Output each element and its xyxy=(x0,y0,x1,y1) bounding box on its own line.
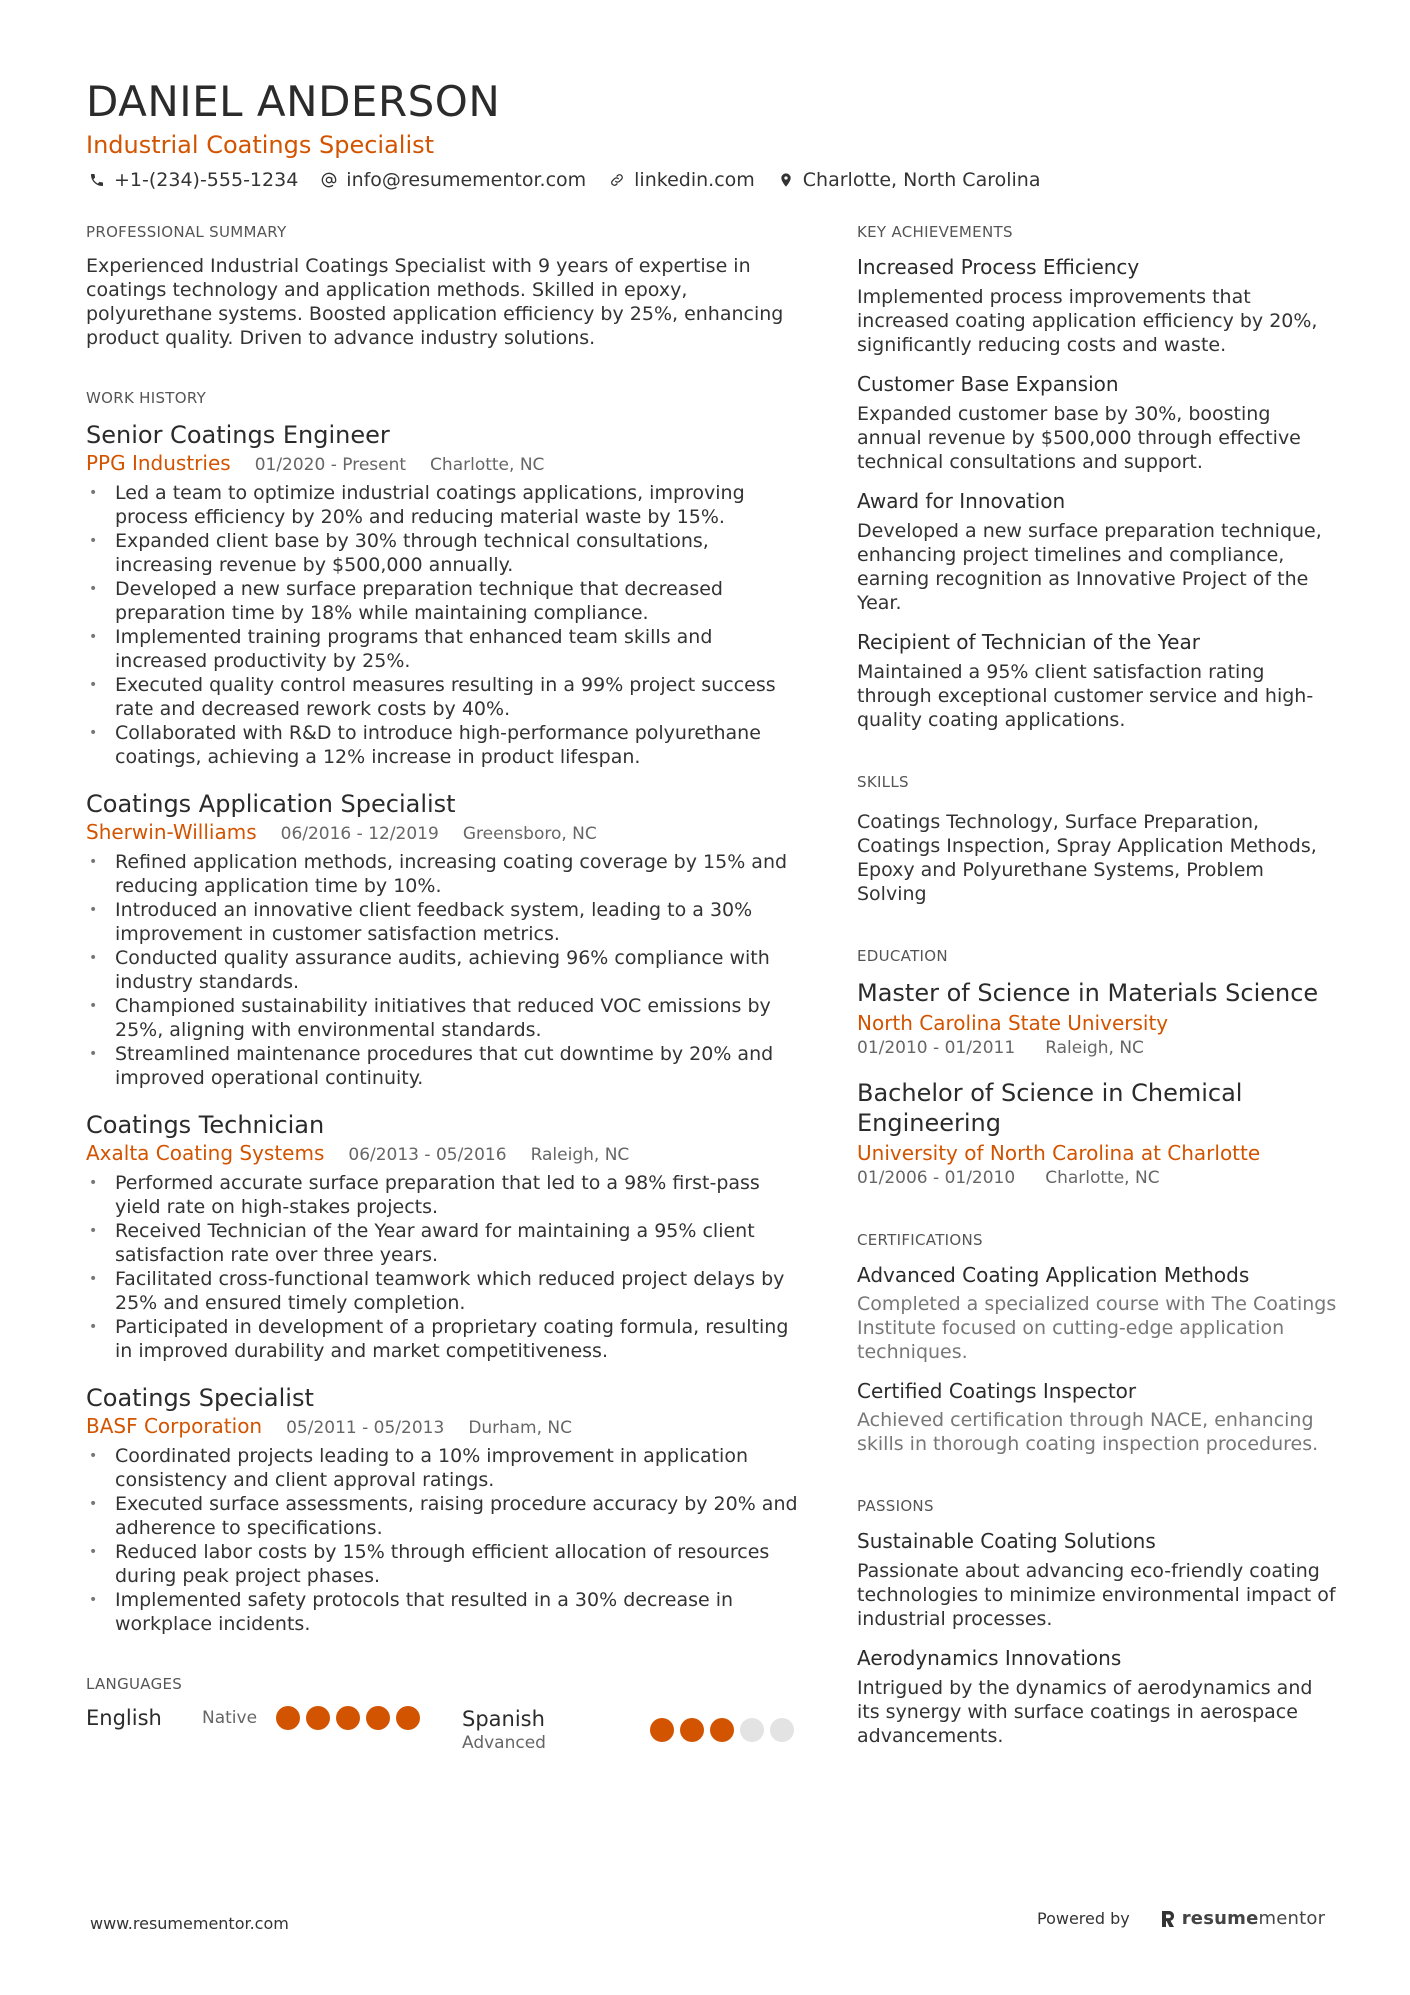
job-company: BASF Corporation xyxy=(86,1414,263,1438)
job-location: Greensboro, NC xyxy=(462,824,597,844)
job-location: Charlotte, NC xyxy=(430,455,545,475)
job-bullet: • Facilitated cross-functional teamwork which reduced project delays by 25% and ensured timely completion. xyxy=(86,1267,802,1315)
certifications-heading: CERTIFICATIONS xyxy=(857,1231,983,1249)
job-entry xyxy=(86,1110,802,1363)
job-dates: 06/2013 - 05/2016 xyxy=(348,1145,507,1165)
passions-section xyxy=(857,1496,1337,1748)
rating-dot-empty xyxy=(740,1718,764,1742)
education-meta xyxy=(857,1036,1337,1060)
phone-text: +1-(234)-555-1234 xyxy=(114,169,299,191)
job-bullets xyxy=(86,1171,802,1363)
summary-section xyxy=(86,222,802,350)
passion-title: Aerodynamics Innovations xyxy=(857,1646,1122,1670)
achievements-heading: KEY ACHIEVEMENTS xyxy=(857,223,1013,241)
job-dates: 05/2011 - 05/2013 xyxy=(286,1418,445,1438)
job-bullet: • Developed a new surface preparation technique that decreased preparation time by 18% while maintaining compliance. xyxy=(86,577,802,625)
summary-text: Experienced Industrial Coatings Specialist with 9 years of expertise in coatings technology and application methods. Skilled in epoxy, polyurethane systems. Boosted application efficiency by 25%, enhancing product quality. Driven to advance industry solutions. xyxy=(86,255,784,349)
language-level: Advanced xyxy=(462,1733,546,1753)
passion-desc: Passionate about advancing eco-friendly coating technologies to minimize environmental impact of industrial processes. xyxy=(857,1560,1336,1630)
education-dates: 01/2010 - 01/2011 xyxy=(857,1038,1016,1058)
job-company: Axalta Coating Systems xyxy=(86,1141,325,1165)
certification-desc: Achieved certification through NACE, enhancing skills in thorough coating inspection procedures. xyxy=(857,1409,1319,1455)
work-history-heading: WORK HISTORY xyxy=(86,389,207,407)
education-degree: Bachelor of Science in Chemical Engineering xyxy=(857,1079,1243,1137)
education-location: Charlotte, NC xyxy=(1045,1168,1160,1188)
language-name: Spanish xyxy=(462,1707,545,1731)
contact-phone xyxy=(86,168,298,192)
education-meta xyxy=(857,1166,1337,1190)
job-bullet: • Championed sustainability initiatives that reduced VOC emissions by 25%, aligning with environmental standards. xyxy=(86,994,802,1042)
rating-dot-empty xyxy=(770,1718,794,1742)
language-rating xyxy=(650,1718,800,1742)
job-bullet: • Coordinated projects leading to a 10% improvement in application consistency and client approval ratings. xyxy=(86,1444,802,1492)
job-company: Sherwin-Williams xyxy=(86,820,257,844)
job-meta xyxy=(86,1141,802,1167)
education-school: North Carolina State University xyxy=(857,1011,1169,1035)
language-rating xyxy=(276,1706,426,1730)
achievement-title: Customer Base Expansion xyxy=(857,372,1119,396)
rating-dot-filled xyxy=(276,1706,300,1730)
achievement-item xyxy=(857,371,1337,474)
candidate-name: DANIEL ANDERSON xyxy=(86,77,501,126)
job-bullet: • Executed quality control measures resulting in a 99% project success rate and decreased rework costs by 40%. xyxy=(86,673,802,721)
language-english xyxy=(86,1706,462,1730)
link-icon xyxy=(606,169,628,191)
job-meta xyxy=(86,1414,802,1440)
job-bullet: • Implemented safety protocols that resulted in a 30% decrease in workplace incidents. xyxy=(86,1588,802,1636)
email-text[interactable]: info@resumementor.com xyxy=(346,169,587,191)
powered-by-label: Powered by xyxy=(1037,1909,1130,1928)
achievement-title: Recipient of Technician of the Year xyxy=(857,630,1200,654)
rating-dot-filled xyxy=(366,1706,390,1730)
job-entry xyxy=(86,1383,802,1636)
certification-item xyxy=(857,1262,1337,1364)
achievements-section xyxy=(857,222,1337,732)
job-location: Durham, NC xyxy=(468,1418,573,1438)
achievement-desc: Developed a new surface preparation technique, enhancing project timelines and compliance, earning recognition as Innovative Project of the Year. xyxy=(857,520,1322,614)
achievement-title: Increased Process Efficiency xyxy=(857,255,1140,279)
skills-heading: SKILLS xyxy=(857,773,909,791)
right-column xyxy=(857,222,1337,1748)
job-company: PPG Industries xyxy=(86,451,231,475)
education-section xyxy=(857,946,1337,1190)
skills-text: Coatings Technology, Surface Preparation, Coatings Inspection, Spray Application Methods, Epoxy and Polyurethane Systems, Problem Solving xyxy=(857,811,1317,905)
achievement-item xyxy=(857,488,1337,615)
education-item xyxy=(857,1078,1337,1190)
resumementor-logo[interactable] xyxy=(1160,1908,1325,1929)
location-pin-icon xyxy=(775,169,797,191)
achievement-desc: Expanded customer base by 30%, boosting annual revenue by $500,000 through effective technical consultations and support. xyxy=(857,403,1301,473)
languages-row xyxy=(86,1706,802,1754)
job-bullet: • Streamlined maintenance procedures that cut downtime by 20% and improved operational continuity. xyxy=(86,1042,802,1090)
languages-heading: LANGUAGES xyxy=(86,1675,183,1693)
brand-text-bold: resume xyxy=(1181,1908,1259,1929)
location-text: Charlotte, North Carolina xyxy=(802,169,1041,191)
rating-dot-filled xyxy=(336,1706,360,1730)
job-meta xyxy=(86,820,802,846)
certifications-section xyxy=(857,1230,1337,1456)
job-entry xyxy=(86,420,802,769)
job-bullet: • Received Technician of the Year award for maintaining a 95% client satisfaction rate over three years. xyxy=(86,1219,802,1267)
job-bullet: • Led a team to optimize industrial coatings applications, improving process efficiency by 20% and reducing material waste by 15%. xyxy=(86,481,802,529)
certification-title: Certified Coatings Inspector xyxy=(857,1379,1137,1403)
job-dates: 01/2020 - Present xyxy=(254,455,407,475)
footer-website[interactable]: www.resumementor.com xyxy=(90,1914,289,1933)
job-location: Raleigh, NC xyxy=(530,1145,630,1165)
work-history-section xyxy=(86,388,802,1636)
rating-dot-filled xyxy=(650,1718,674,1742)
passion-item xyxy=(857,1645,1337,1748)
achievement-title: Award for Innovation xyxy=(857,489,1066,513)
phone-icon xyxy=(86,169,108,191)
rating-dot-filled xyxy=(396,1706,420,1730)
job-bullet: • Conducted quality assurance audits, achieving 96% compliance with industry standards. xyxy=(86,946,802,994)
candidate-title: Industrial Coatings Specialist xyxy=(86,131,435,159)
footer-powered-by xyxy=(1037,1908,1325,1929)
contact-bar xyxy=(86,168,1326,192)
passion-title: Sustainable Coating Solutions xyxy=(857,1529,1156,1553)
passion-item xyxy=(857,1528,1337,1631)
job-title: Coatings Specialist xyxy=(86,1384,314,1412)
job-bullet: • Implemented training programs that enhanced team skills and increased productivity by 25%. xyxy=(86,625,802,673)
linkedin-text[interactable]: linkedin.com xyxy=(634,169,755,191)
education-heading: EDUCATION xyxy=(857,947,948,965)
achievement-item xyxy=(857,254,1337,357)
language-spanish xyxy=(462,1706,800,1754)
at-icon xyxy=(318,169,340,191)
languages-section xyxy=(86,1674,802,1754)
job-bullets xyxy=(86,850,802,1090)
passions-heading: PASSIONS xyxy=(857,1497,934,1515)
skills-section xyxy=(857,772,1337,906)
resumementor-logo-icon xyxy=(1160,1910,1176,1928)
rating-dot-filled xyxy=(680,1718,704,1742)
achievement-desc: Implemented process improvements that increased coating application efficiency by 20%, significantly reducing costs and waste. xyxy=(857,286,1318,356)
job-bullet: • Participated in development of a proprietary coating formula, resulting in improved durability and market competitiveness. xyxy=(86,1315,802,1363)
rating-dot-filled xyxy=(306,1706,330,1730)
job-bullet: • Reduced labor costs by 15% through efficient allocation of resources during peak project phases. xyxy=(86,1540,802,1588)
brand-text-regular: mentor xyxy=(1258,1908,1326,1929)
education-location: Raleigh, NC xyxy=(1045,1038,1144,1058)
job-title: Coatings Application Specialist xyxy=(86,790,456,818)
job-bullets xyxy=(86,1444,802,1636)
job-title: Senior Coatings Engineer xyxy=(86,421,390,449)
certification-title: Advanced Coating Application Methods xyxy=(857,1263,1250,1287)
achievement-desc: Maintained a 95% client satisfaction rating through exceptional customer service and high-quality coating applications. xyxy=(857,661,1314,731)
contact-location xyxy=(775,168,1041,192)
education-degree: Master of Science in Materials Science xyxy=(857,979,1319,1007)
contact-linkedin[interactable] xyxy=(606,168,755,192)
job-title: Coatings Technician xyxy=(86,1111,325,1139)
job-entry xyxy=(86,789,802,1090)
achievement-item xyxy=(857,629,1337,732)
education-item xyxy=(857,978,1337,1060)
passion-desc: Intrigued by the dynamics of aerodynamics and its synergy with surface coatings in aerospace advancements. xyxy=(857,1677,1313,1747)
left-column xyxy=(86,222,802,1754)
job-dates: 06/2016 - 12/2019 xyxy=(280,824,439,844)
job-bullet: • Expanded client base by 30% through technical consultations, increasing revenue by $500,000 annually. xyxy=(86,529,802,577)
job-bullets xyxy=(86,481,802,769)
job-bullet: • Refined application methods, increasing coating coverage by 15% and reducing application time by 10%. xyxy=(86,850,802,898)
contact-email[interactable] xyxy=(318,168,586,192)
certification-item xyxy=(857,1378,1337,1456)
education-dates: 01/2006 - 01/2010 xyxy=(857,1168,1016,1188)
job-bullet: • Executed surface assessments, raising procedure accuracy by 20% and adherence to specifications. xyxy=(86,1492,802,1540)
education-school: University of North Carolina at Charlotte xyxy=(857,1141,1261,1165)
summary-heading: PROFESSIONAL SUMMARY xyxy=(86,223,287,241)
job-bullet: • Collaborated with R&D to introduce high-performance polyurethane coatings, achieving a 12% increase in product lifespan. xyxy=(86,721,802,769)
rating-dot-filled xyxy=(710,1718,734,1742)
language-name: English xyxy=(86,1706,162,1730)
job-meta xyxy=(86,451,802,477)
language-level: Native xyxy=(202,1708,258,1728)
job-bullet: • Performed accurate surface preparation that led to a 98% first-pass yield rate on high-stakes projects. xyxy=(86,1171,802,1219)
job-bullet: • Introduced an innovative client feedback system, leading to a 30% improvement in customer satisfaction metrics. xyxy=(86,898,802,946)
certification-desc: Completed a specialized course with The Coatings Institute focused on cutting-edge application techniques. xyxy=(857,1293,1337,1363)
resume-header xyxy=(86,78,1326,192)
